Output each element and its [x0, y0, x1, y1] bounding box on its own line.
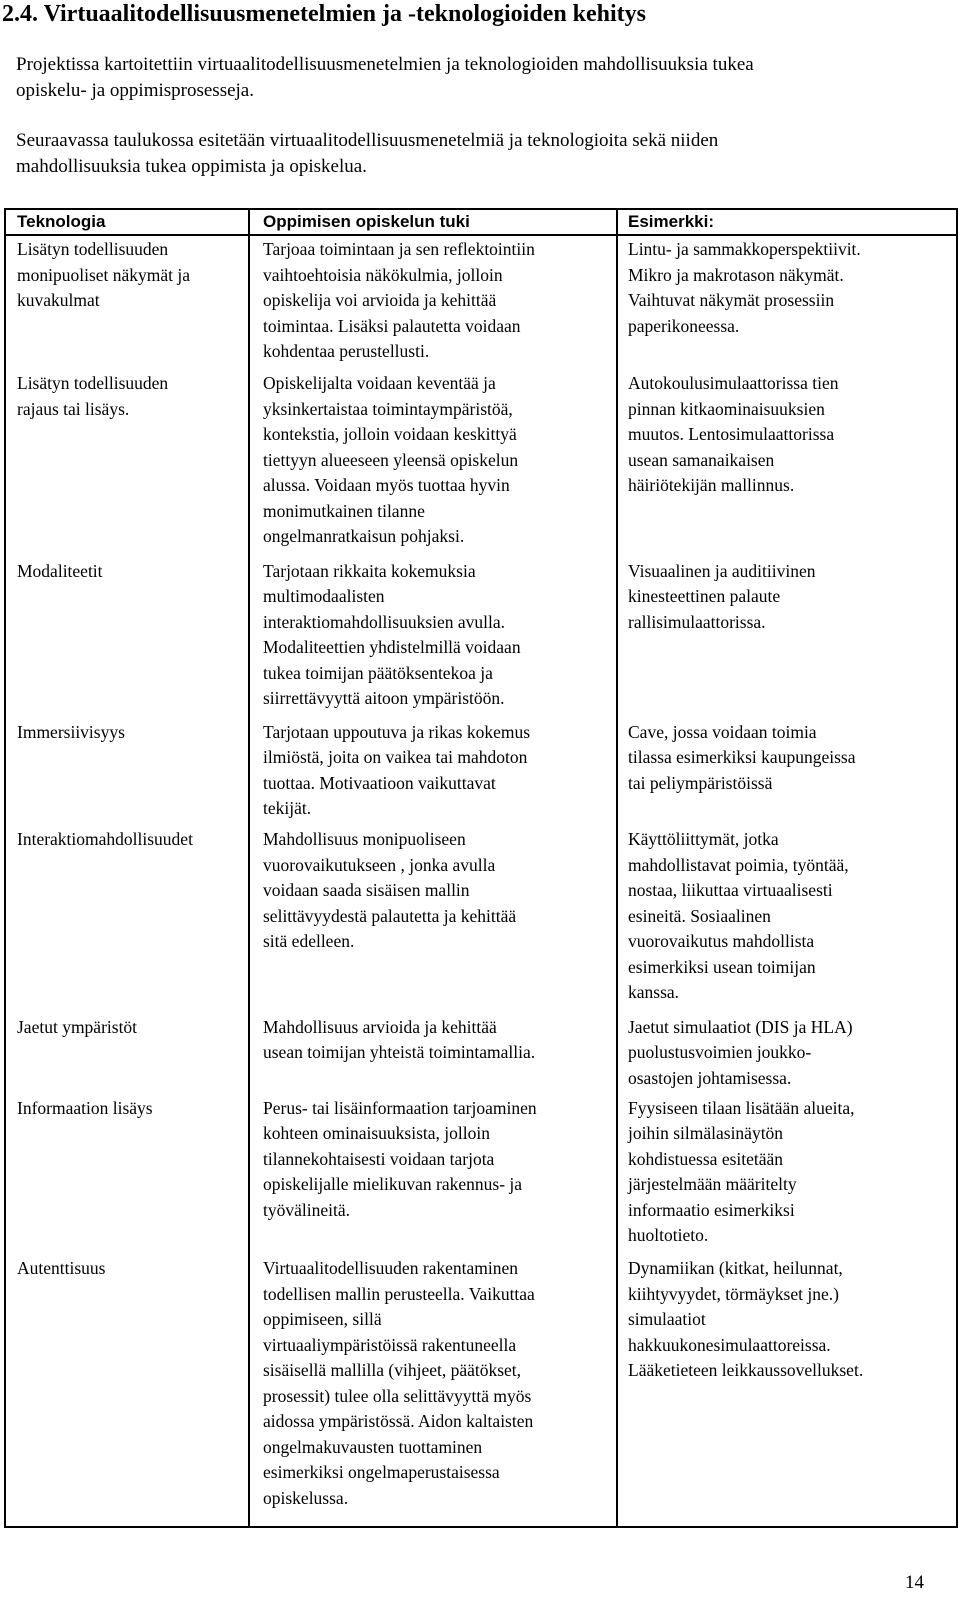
example-cell	[617, 1014, 957, 1095]
example-cell	[617, 558, 957, 719]
cell-text-line: kiihtyvyydet, törmäykset jne.)	[628, 1283, 839, 1304]
cell-text-line: kohteen ominaisuuksista, jolloin	[263, 1123, 490, 1144]
text-line: Seuraavassa taulukossa esitetään virtuaalitodellisuusmenetelmiä ja teknologioita sekä niiden	[16, 130, 719, 151]
cell-text-line: tai peliympäristöissä	[628, 772, 773, 793]
cell-text-line: oppimiseen, sillä	[263, 1309, 382, 1330]
cell-text-line: Fyysiseen tilaan lisätään alueita,	[628, 1097, 855, 1118]
cell-text-line: Lääketieteen leikkaussovellukset.	[628, 1360, 864, 1381]
cell-text-line: Modaliteetit	[17, 560, 103, 581]
cell-text-line: usean samanaikaisen	[628, 449, 775, 470]
cell-text-line: Mahdollisuus monipuoliseen	[263, 829, 466, 850]
cell-text-line: sitä edelleen.	[263, 931, 355, 952]
page-number: 14	[905, 1572, 924, 1593]
table-row	[5, 826, 957, 1013]
cell-text-line: rallisimulaattorissa.	[628, 611, 766, 632]
cell-text-line: Lisätyn todellisuuden	[17, 239, 169, 259]
table-row	[5, 235, 957, 370]
cell-text-line: tiettyyn alueeseen yleensä opiskelun	[263, 449, 519, 470]
cell-text-line: häiriötekijän mallinnus.	[628, 475, 795, 496]
cell-text-line: Jaetut simulaatiot (DIS ja HLA)	[628, 1016, 853, 1037]
technology-cell	[5, 370, 249, 557]
support-cell	[249, 1095, 617, 1256]
example-cell	[617, 826, 957, 1013]
cell-text-line: kohdentaa perustellusti.	[263, 341, 430, 361]
cell-text-line: siirrettävyyttä aitoon ympäristöön.	[263, 688, 505, 709]
cell-text-line: Tarjoaa toimintaan ja sen reflektointiin	[263, 239, 535, 259]
technology-cell	[5, 235, 249, 370]
cell-text-line: vuorovaikutus mahdollista	[628, 931, 815, 952]
header-example: Esimerkki:	[617, 209, 957, 235]
technology-cell	[5, 1095, 249, 1256]
text-line: mahdollisuuksia tukea oppimista ja opiskelua.	[16, 156, 367, 177]
cell-text-line: esineitä. Sosiaalinen	[628, 905, 771, 926]
cell-text-line: Cave, jossa voidaan toimia	[628, 721, 817, 742]
technology-cell	[5, 1014, 249, 1095]
cell-text-line: voidaan saada sisäisen mallin	[263, 880, 470, 901]
cell-text-line: Mikro ja makrotason näkymät.	[628, 264, 844, 285]
cell-text-line: huoltotieto.	[628, 1225, 709, 1246]
cell-text-line: vaihtoehtoisia näkökulmia, jolloin	[263, 264, 503, 285]
cell-text-line: tekijät.	[263, 798, 312, 819]
support-cell	[249, 719, 617, 827]
cell-text-line: tilassa esimerkiksi kaupungeissa	[628, 747, 856, 768]
cell-text-line: opiskelussa.	[263, 1487, 349, 1508]
cell-text-line: Visuaalinen ja auditiivinen	[628, 560, 816, 581]
example-cell	[617, 1255, 957, 1527]
cell-text-line: multimodaalisten	[263, 586, 385, 607]
cell-text-line: esimerkiksi usean toimijan	[628, 956, 816, 977]
cell-text-line: kontekstia, jolloin voidaan keskittyä	[263, 424, 517, 445]
table-row	[5, 719, 957, 827]
cell-text-line: vuorovaikutukseen , jonka avulla	[263, 854, 496, 875]
cell-text-line: Lintu- ja sammakkoperspektiivit.	[628, 239, 861, 259]
table-row	[5, 1014, 957, 1095]
cell-text-line: monimutkainen tilanne	[263, 500, 425, 521]
section-heading: 2.4. Virtuaalitodellisuusmenetelmien ja -teknologioiden kehitys	[2, 1, 647, 27]
support-cell	[249, 235, 617, 370]
technology-cell	[5, 1255, 249, 1527]
cell-text-line: Mahdollisuus arvioida ja kehittää	[263, 1016, 497, 1037]
cell-text-line: Virtuaalitodellisuuden rakentaminen	[263, 1258, 519, 1279]
cell-text-line: todellisen mallin perusteella. Vaikuttaa	[263, 1283, 535, 1304]
cell-text-line: kohdistuessa esitetään	[628, 1148, 784, 1169]
cell-text-line: hakkuukonesimulaattoreissa.	[628, 1334, 831, 1355]
cell-text-line: kanssa.	[628, 982, 680, 1003]
cell-text-line: pinnan kitkaominaisuuksien	[628, 398, 825, 419]
table-row	[5, 558, 957, 719]
cell-text-line: rajaus tai lisäys.	[17, 398, 130, 419]
cell-text-line: työvälineitä.	[263, 1199, 350, 1220]
table-row	[5, 1095, 957, 1256]
cell-text-line: esimerkiksi ongelmaperustaisessa	[263, 1462, 500, 1483]
cell-text-line: tuottaa. Motivaatioon vaikuttavat	[263, 772, 496, 793]
example-cell	[617, 370, 957, 557]
cell-text-line: simulaatiot	[628, 1309, 706, 1330]
cell-text-line: Käyttöliittymät, jotka	[628, 829, 779, 850]
example-cell	[617, 1095, 957, 1256]
technology-cell	[5, 826, 249, 1013]
cell-text-line: ongelmakuvausten tuottaminen	[263, 1436, 483, 1457]
cell-text-line: Dynamiikan (kitkat, heilunnat,	[628, 1258, 843, 1279]
intro-paragraph-1	[16, 52, 916, 104]
table-row	[5, 1255, 957, 1527]
cell-text-line: opiskelijalle mielikuvan rakennus- ja	[263, 1174, 523, 1195]
cell-text-line: Tarjotaan uppoutuva ja rikas kokemus	[263, 721, 531, 742]
cell-text-line: toimintaa. Lisäksi palautetta voidaan	[263, 315, 521, 336]
technology-table	[4, 208, 958, 1528]
cell-text-line: paperikoneessa.	[628, 315, 740, 336]
cell-text-line: prosessit) tulee olla selittävyyttä myös	[263, 1385, 532, 1406]
cell-text-line: Tarjotaan rikkaita kokemuksia	[263, 560, 476, 581]
cell-text-line: alussa. Voidaan myös tuottaa hyvin	[263, 475, 510, 496]
cell-text-line: muutos. Lentosimulaattorissa	[628, 424, 835, 445]
cell-text-line: osastojen johtamisessa.	[628, 1067, 792, 1088]
cell-text-line: monipuoliset näkymät ja	[17, 264, 191, 285]
support-cell	[249, 1255, 617, 1527]
cell-text-line: kuvakulmat	[17, 290, 100, 310]
cell-text-line: ilmiöstä, joita on vaikea tai mahdoton	[263, 747, 528, 768]
cell-text-line: Modaliteettien yhdistelmillä voidaan	[263, 637, 521, 658]
cell-text-line: sisäisellä mallilla (vihjeet, päätökset,	[263, 1360, 522, 1381]
support-cell	[249, 1014, 617, 1095]
example-cell	[617, 235, 957, 370]
cell-text-line: kinesteettinen palaute	[628, 586, 781, 607]
cell-text-line: virtuaaliympäristöissä rakentuneella	[263, 1334, 517, 1355]
cell-text-line: nostaa, liikuttaa virtuaalisesti	[628, 880, 833, 901]
table-row	[5, 370, 957, 557]
cell-text-line: selittävyydestä palautetta ja kehittää	[263, 905, 517, 926]
cell-text-line: Immersiivisyys	[17, 721, 125, 742]
cell-text-line: Autokoulusimulaattorissa tien	[628, 373, 839, 394]
cell-text-line: yksinkertaistaa toimintaympäristöä,	[263, 398, 513, 419]
cell-text-line: Lisätyn todellisuuden	[17, 373, 169, 394]
cell-text-line: Jaetut ympäristöt	[17, 1016, 138, 1037]
support-cell	[249, 826, 617, 1013]
cell-text-line: mahdollistavat poimia, työntää,	[628, 854, 849, 875]
cell-text-line: Interaktiomahdollisuudet	[17, 829, 193, 850]
table-header-row	[5, 209, 957, 235]
header-learning-support: Oppimisen opiskelun tuki	[249, 209, 617, 235]
intro-paragraph-2	[16, 128, 916, 180]
cell-text-line: informaatio esimerkiksi	[628, 1199, 795, 1220]
cell-text-line: Vaihtuvat näkymät prosessiin	[628, 290, 835, 310]
cell-text-line: tilannekohtaisesti voidaan tarjota	[263, 1148, 495, 1169]
cell-text-line: järjestelmään määritelty	[628, 1174, 797, 1195]
cell-text-line: Perus- tai lisäinformaation tarjoaminen	[263, 1097, 537, 1118]
technology-cell	[5, 719, 249, 827]
cell-text-line: Informaation lisäys	[17, 1097, 153, 1118]
support-cell	[249, 558, 617, 719]
cell-text-line: tukea toimijan päätöksentekoa ja	[263, 662, 493, 683]
cell-text-line: usean toimijan yhteistä toimintamallia.	[263, 1042, 536, 1063]
support-cell	[249, 370, 617, 557]
example-cell	[617, 719, 957, 827]
cell-text-line: Autenttisuus	[17, 1258, 106, 1279]
cell-text-line: joihin silmälasinäytön	[628, 1123, 784, 1144]
cell-text-line: interaktiomahdollisuuksien avulla.	[263, 611, 506, 632]
header-technology: Teknologia	[5, 209, 249, 235]
cell-text-line: aidossa ympäristössä. Aidon kaltaisten	[263, 1411, 534, 1432]
technology-cell	[5, 558, 249, 719]
text-line: Projektissa kartoitettiin virtuaalitodellisuusmenetelmien ja teknologioiden mahdollisuuksia tukea	[16, 54, 754, 75]
cell-text-line: opiskelija voi arvioida ja kehittää	[263, 290, 497, 310]
cell-text-line: puolustusvoimien joukko-	[628, 1042, 812, 1063]
cell-text-line: ongelmanratkaisun pohjaksi.	[263, 526, 465, 547]
cell-text-line: Opiskelijalta voidaan keventää ja	[263, 373, 496, 394]
text-line: opiskelu- ja oppimisprosesseja.	[16, 80, 254, 101]
